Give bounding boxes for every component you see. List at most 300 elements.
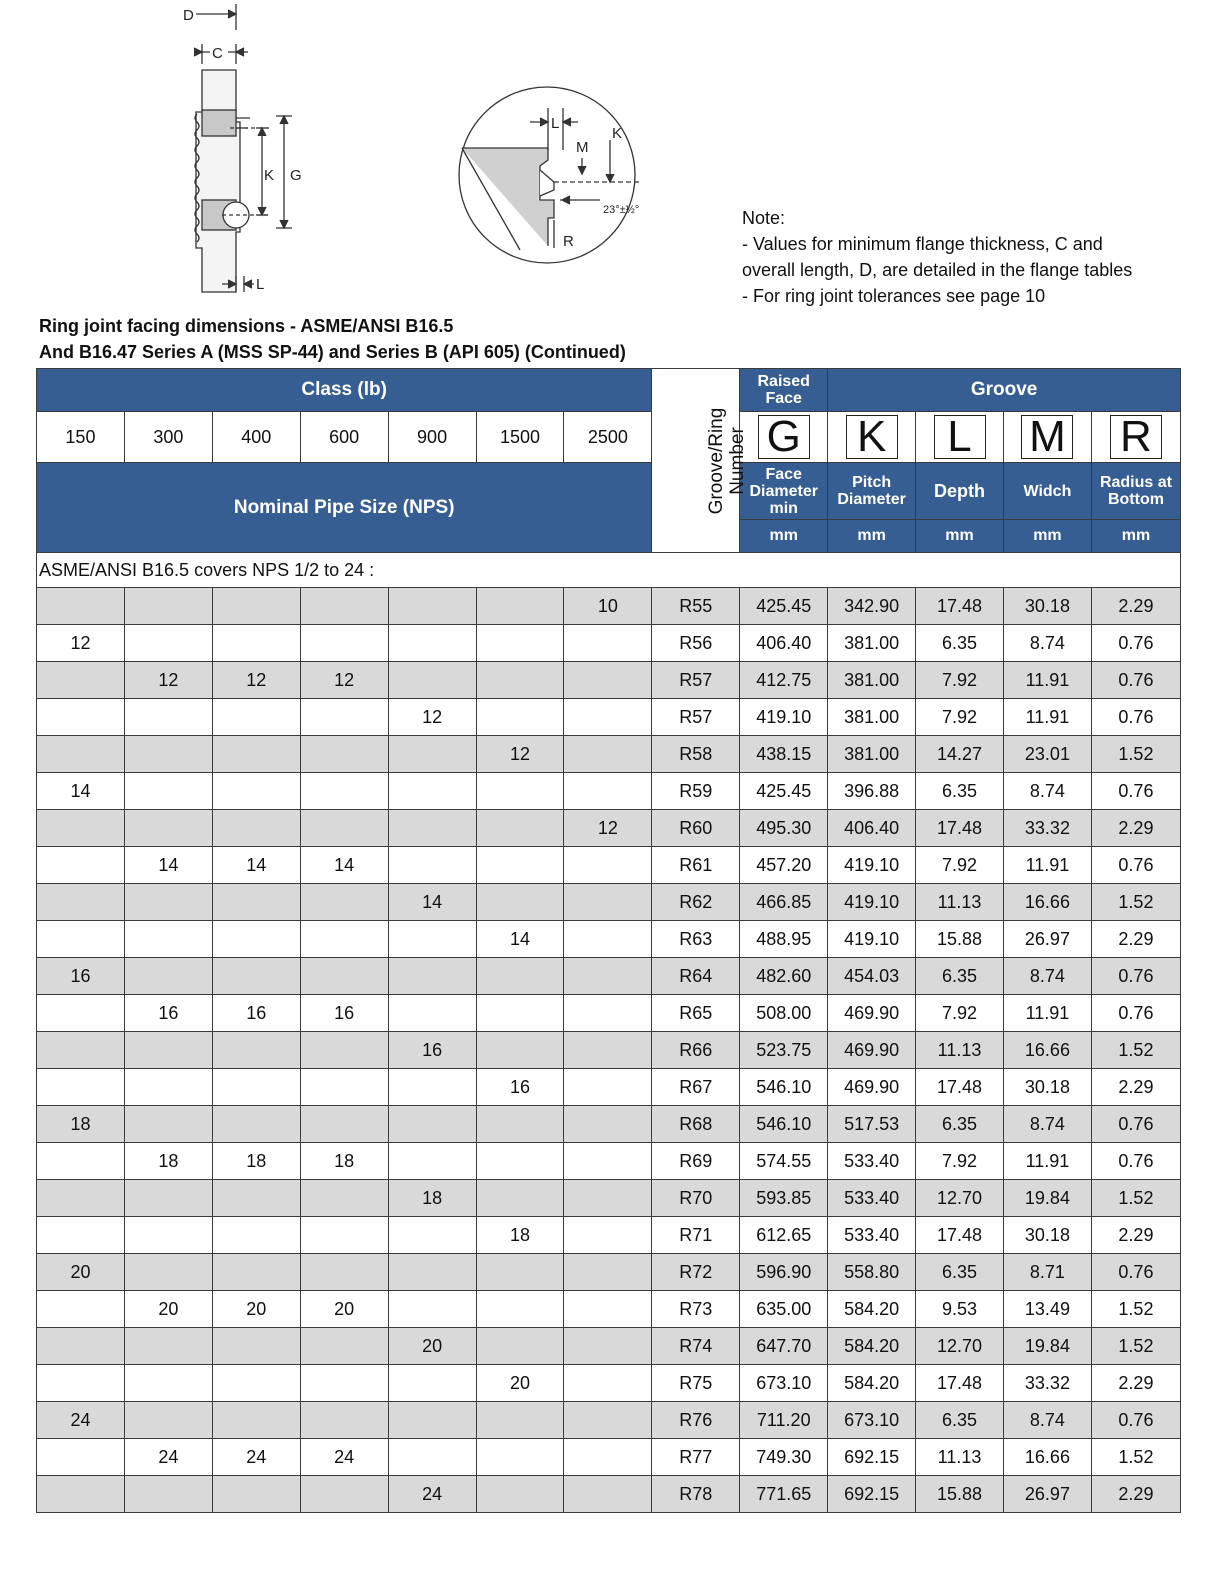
nps-cell: 20 [124, 1291, 212, 1328]
dimension-cell-r: 0.76 [1091, 773, 1180, 810]
nps-cell [388, 921, 476, 958]
dimension-cell-k: 342.90 [828, 588, 916, 625]
nps-cell: 12 [300, 662, 388, 699]
nps-cell [564, 1291, 652, 1328]
sub-header-face-diameter: Face Diameter min [740, 463, 828, 520]
dimension-cell-l: 17.48 [916, 1365, 1004, 1402]
ring-number-cell: R73 [652, 1291, 740, 1328]
ring-number-cell: R63 [652, 921, 740, 958]
table-row [37, 958, 1181, 995]
dimension-cell-k: 584.20 [828, 1291, 916, 1328]
ring-number-cell: R68 [652, 1106, 740, 1143]
nps-cell: 20 [37, 1254, 125, 1291]
nps-cell [476, 1143, 564, 1180]
nps-cell [388, 1106, 476, 1143]
nps-cell: 20 [388, 1328, 476, 1365]
nps-cell [37, 1217, 125, 1254]
dimension-cell-m: 19.84 [1003, 1180, 1091, 1217]
dim-label-d: D [183, 7, 194, 24]
dimension-cell-r: 0.76 [1091, 958, 1180, 995]
nps-cell [212, 588, 300, 625]
dimension-cell-g: 406.40 [740, 625, 828, 662]
dimension-cell-r: 1.52 [1091, 1032, 1180, 1069]
dimension-cell-k: 381.00 [828, 736, 916, 773]
nps-cell: 12 [124, 662, 212, 699]
detail-label-k: K [612, 125, 623, 142]
dimension-cell-l: 6.35 [916, 625, 1004, 662]
dimension-cell-k: 381.00 [828, 662, 916, 699]
dimension-cell-k: 419.10 [828, 847, 916, 884]
nps-cell [476, 1439, 564, 1476]
dimension-cell-m: 16.66 [1003, 884, 1091, 921]
ring-number-cell: R69 [652, 1143, 740, 1180]
caption-line-2: And B16.47 Series A (MSS SP-44) and Series B (API 605) (Continued) [39, 342, 626, 362]
nps-cell [124, 625, 212, 662]
ring-number-cell: R61 [652, 847, 740, 884]
nps-cell [300, 773, 388, 810]
nps-cell [124, 1328, 212, 1365]
nps-cell [300, 1217, 388, 1254]
nps-cell [564, 995, 652, 1032]
dimension-cell-r: 2.29 [1091, 921, 1180, 958]
dimension-cell-r: 0.76 [1091, 1106, 1180, 1143]
unit-g: mm [740, 520, 828, 553]
note [742, 205, 1132, 309]
nps-cell [37, 1365, 125, 1402]
nps-cell [476, 588, 564, 625]
nps-cell: 20 [300, 1291, 388, 1328]
nps-cell [37, 884, 125, 921]
nps-cell [124, 1217, 212, 1254]
nps-cell [300, 588, 388, 625]
nps-cell [212, 921, 300, 958]
dimension-cell-l: 7.92 [916, 662, 1004, 699]
nps-cell [300, 1402, 388, 1439]
nps-cell [300, 736, 388, 773]
nps-cell [300, 1365, 388, 1402]
nps-cell [388, 773, 476, 810]
nps-cell: 16 [124, 995, 212, 1032]
nps-cell [37, 662, 125, 699]
dimension-cell-k: 533.40 [828, 1180, 916, 1217]
dimension-cell-k: 469.90 [828, 1032, 916, 1069]
nps-cell [124, 1180, 212, 1217]
nps-cell [300, 958, 388, 995]
nps-cell [476, 1291, 564, 1328]
nps-cell [212, 736, 300, 773]
nps-cell [564, 958, 652, 995]
dimension-cell-l: 6.35 [916, 1254, 1004, 1291]
nps-cell [564, 884, 652, 921]
dimension-cell-g: 749.30 [740, 1439, 828, 1476]
dimension-cell-l: 7.92 [916, 699, 1004, 736]
dimension-cell-m: 11.91 [1003, 1143, 1091, 1180]
groove-number-header [652, 369, 749, 553]
dimension-cell-k: 517.53 [828, 1106, 916, 1143]
dimension-cell-r: 1.52 [1091, 1180, 1180, 1217]
dimension-cell-k: 692.15 [828, 1439, 916, 1476]
nps-cell: 24 [124, 1439, 212, 1476]
dimension-cell-r: 2.29 [1091, 810, 1180, 847]
nps-cell [476, 662, 564, 699]
nps-cell [300, 1328, 388, 1365]
table-row [37, 1291, 1181, 1328]
unit-k: mm [828, 520, 916, 553]
nps-cell [476, 699, 564, 736]
nps-cell [37, 1032, 125, 1069]
dimension-cell-g: 466.85 [740, 884, 828, 921]
nps-cell [124, 1365, 212, 1402]
nps-cell: 24 [388, 1476, 476, 1513]
ring-number-cell: R71 [652, 1217, 740, 1254]
nps-cell [564, 1143, 652, 1180]
dimension-cell-g: 635.00 [740, 1291, 828, 1328]
table-row [37, 662, 1181, 699]
nps-cell [212, 1069, 300, 1106]
nps-cell [300, 1254, 388, 1291]
nps-cell: 16 [388, 1032, 476, 1069]
ring-number-cell: R58 [652, 736, 740, 773]
detail-label-m: M [576, 139, 589, 156]
unit-m: mm [1003, 520, 1091, 553]
nps-cell [300, 1476, 388, 1513]
table-row [37, 1069, 1181, 1106]
nps-cell [124, 921, 212, 958]
table-row [37, 1476, 1181, 1513]
nps-cell [564, 1254, 652, 1291]
nps-cell [124, 699, 212, 736]
dimension-cell-l: 12.70 [916, 1180, 1004, 1217]
dimension-cell-m: 26.97 [1003, 921, 1091, 958]
dimension-cell-l: 6.35 [916, 1106, 1004, 1143]
detail-label-l: L [551, 115, 560, 132]
dimension-cell-r: 0.76 [1091, 625, 1180, 662]
dimension-cell-m: 33.32 [1003, 810, 1091, 847]
nps-cell [388, 1365, 476, 1402]
nps-cell [300, 1032, 388, 1069]
dimension-cell-l: 7.92 [916, 847, 1004, 884]
dimension-cell-g: 457.20 [740, 847, 828, 884]
sub-header-width: Widch [1003, 463, 1091, 520]
nps-cell: 18 [212, 1143, 300, 1180]
dimension-cell-r: 0.76 [1091, 1254, 1180, 1291]
dimension-cell-g: 647.70 [740, 1328, 828, 1365]
table-row [37, 588, 1181, 625]
dimension-cell-m: 23.01 [1003, 736, 1091, 773]
nps-cell [564, 773, 652, 810]
dimension-cell-g: 612.65 [740, 1217, 828, 1254]
nps-cell [388, 1143, 476, 1180]
nps-cell [388, 1069, 476, 1106]
dimension-cell-r: 2.29 [1091, 1476, 1180, 1513]
nps-cell: 16 [300, 995, 388, 1032]
dimension-cell-g: 425.45 [740, 773, 828, 810]
letter-k: K [828, 412, 916, 463]
class-150: 150 [37, 412, 125, 463]
nps-cell [212, 1032, 300, 1069]
nps-cell [564, 625, 652, 662]
nps-cell [564, 1476, 652, 1513]
nps-cell [37, 995, 125, 1032]
class-1500: 1500 [476, 412, 564, 463]
nps-cell [476, 995, 564, 1032]
ring-number-cell: R66 [652, 1032, 740, 1069]
nps-cell [212, 1180, 300, 1217]
dim-label-l: L [256, 276, 265, 293]
nps-cell [212, 958, 300, 995]
nps-cell [124, 1402, 212, 1439]
dimension-cell-k: 692.15 [828, 1476, 916, 1513]
nps-cell [300, 1180, 388, 1217]
nps-cell: 18 [37, 1106, 125, 1143]
nps-cell: 20 [212, 1291, 300, 1328]
dimension-cell-r: 0.76 [1091, 995, 1180, 1032]
nps-cell: 10 [564, 588, 652, 625]
dim-label-k: K [264, 167, 275, 184]
nps-cell [212, 1476, 300, 1513]
dimension-cell-g: 419.10 [740, 699, 828, 736]
nps-cell [124, 773, 212, 810]
dimension-cell-k: 406.40 [828, 810, 916, 847]
dimension-cell-l: 6.35 [916, 1402, 1004, 1439]
dimension-cell-g: 593.85 [740, 1180, 828, 1217]
nps-cell [476, 773, 564, 810]
dimension-cell-g: 596.90 [740, 1254, 828, 1291]
dimension-cell-g: 523.75 [740, 1032, 828, 1069]
table-row [37, 1032, 1181, 1069]
nps-cell [300, 625, 388, 662]
dimension-cell-k: 673.10 [828, 1402, 916, 1439]
nps-cell [124, 958, 212, 995]
dimension-cell-r: 2.29 [1091, 1365, 1180, 1402]
nps-cell [564, 1402, 652, 1439]
nps-cell [212, 1402, 300, 1439]
ring-number-cell: R60 [652, 810, 740, 847]
dimension-cell-k: 584.20 [828, 1365, 916, 1402]
nps-cell [37, 588, 125, 625]
dimension-cell-g: 546.10 [740, 1069, 828, 1106]
nps-cell [564, 1180, 652, 1217]
dimension-cell-g: 673.10 [740, 1365, 828, 1402]
table-row [37, 1143, 1181, 1180]
nps-cell [388, 1402, 476, 1439]
class-600: 600 [300, 412, 388, 463]
raised-face-header: Raised Face [740, 369, 828, 412]
unit-l: mm [916, 520, 1004, 553]
dimension-cell-g: 711.20 [740, 1402, 828, 1439]
ring-number-cell: R62 [652, 884, 740, 921]
nps-cell [388, 847, 476, 884]
sub-header-depth: Depth [916, 463, 1004, 520]
table-caption [39, 313, 626, 365]
nps-cell [476, 958, 564, 995]
nps-cell [476, 1180, 564, 1217]
nps-cell [388, 995, 476, 1032]
dimension-cell-g: 771.65 [740, 1476, 828, 1513]
dimension-cell-g: 508.00 [740, 995, 828, 1032]
dimension-cell-m: 11.91 [1003, 662, 1091, 699]
dimension-cell-m: 8.74 [1003, 625, 1091, 662]
note-title: Note: [742, 208, 786, 228]
nps-cell [212, 1328, 300, 1365]
nps-cell [564, 1106, 652, 1143]
dimension-cell-r: 2.29 [1091, 1069, 1180, 1106]
dimension-cell-r: 1.52 [1091, 884, 1180, 921]
nps-cell [124, 736, 212, 773]
nps-cell [124, 588, 212, 625]
table-row [37, 1106, 1181, 1143]
dimension-cell-r: 0.76 [1091, 847, 1180, 884]
dimension-cell-k: 533.40 [828, 1217, 916, 1254]
dimension-cell-m: 30.18 [1003, 1217, 1091, 1254]
nps-cell [476, 1254, 564, 1291]
nps-cell [388, 588, 476, 625]
nps-cell: 14 [212, 847, 300, 884]
table-row [37, 1365, 1181, 1402]
nps-cell [564, 699, 652, 736]
table-row [37, 847, 1181, 884]
dimension-cell-r: 1.52 [1091, 736, 1180, 773]
nps-cell: 14 [37, 773, 125, 810]
dimension-cell-l: 12.70 [916, 1328, 1004, 1365]
nps-cell: 18 [388, 1180, 476, 1217]
nps-header: Nominal Pipe Size (NPS) [37, 463, 652, 553]
dimension-cell-m: 16.66 [1003, 1439, 1091, 1476]
note-line: - For ring joint tolerances see page 10 [742, 286, 1046, 306]
nps-cell [37, 810, 125, 847]
dimension-cell-m: 8.74 [1003, 1402, 1091, 1439]
nps-cell [476, 1032, 564, 1069]
nps-cell: 12 [476, 736, 564, 773]
nps-cell [388, 1217, 476, 1254]
nps-cell [37, 1476, 125, 1513]
nps-cell [300, 1069, 388, 1106]
nps-cell: 24 [212, 1439, 300, 1476]
table-row [37, 1402, 1181, 1439]
nps-cell [300, 921, 388, 958]
nps-cell: 18 [124, 1143, 212, 1180]
nps-cell [37, 699, 125, 736]
dimension-cell-k: 469.90 [828, 995, 916, 1032]
table-row [37, 884, 1181, 921]
letter-m: M [1003, 412, 1091, 463]
dimension-cell-m: 30.18 [1003, 588, 1091, 625]
class-400: 400 [212, 412, 300, 463]
letter-l: L [916, 412, 1004, 463]
dimension-cell-l: 14.27 [916, 736, 1004, 773]
nps-cell: 14 [124, 847, 212, 884]
dimension-cell-g: 574.55 [740, 1143, 828, 1180]
nps-cell [564, 1365, 652, 1402]
dimension-cell-m: 19.84 [1003, 1328, 1091, 1365]
dimension-cell-k: 381.00 [828, 699, 916, 736]
detail-label-r: R [563, 233, 574, 250]
nps-cell [37, 1180, 125, 1217]
nps-cell [124, 1069, 212, 1106]
class-900: 900 [388, 412, 476, 463]
dimension-cell-k: 454.03 [828, 958, 916, 995]
nps-cell [564, 1328, 652, 1365]
nps-cell [564, 1439, 652, 1476]
dimension-cell-k: 558.80 [828, 1254, 916, 1291]
nps-cell [37, 1069, 125, 1106]
nps-cell [476, 1476, 564, 1513]
nps-cell [37, 1143, 125, 1180]
nps-cell [564, 1032, 652, 1069]
letter-g: G [740, 412, 828, 463]
table-row [37, 810, 1181, 847]
nps-cell [212, 810, 300, 847]
nps-cell [300, 1106, 388, 1143]
dimension-cell-g: 482.60 [740, 958, 828, 995]
nps-cell [124, 1476, 212, 1513]
dimension-cell-g: 425.45 [740, 588, 828, 625]
nps-cell [124, 810, 212, 847]
dimension-cell-l: 15.88 [916, 1476, 1004, 1513]
dimension-cell-l: 9.53 [916, 1291, 1004, 1328]
dimension-cell-r: 0.76 [1091, 1402, 1180, 1439]
sub-header-pitch-diameter: Pitch Diameter [828, 463, 916, 520]
dimension-cell-l: 17.48 [916, 588, 1004, 625]
nps-cell [476, 884, 564, 921]
dimension-cell-r: 1.52 [1091, 1439, 1180, 1476]
table-row [37, 921, 1181, 958]
dimension-cell-m: 8.74 [1003, 1106, 1091, 1143]
nps-cell: 20 [476, 1365, 564, 1402]
nps-cell: 16 [37, 958, 125, 995]
nps-cell: 14 [388, 884, 476, 921]
unit-r: mm [1091, 520, 1180, 553]
table-row [37, 699, 1181, 736]
nps-cell: 14 [476, 921, 564, 958]
dimension-cell-m: 8.74 [1003, 958, 1091, 995]
nps-cell: 16 [476, 1069, 564, 1106]
dimension-cell-r: 0.76 [1091, 699, 1180, 736]
class-2500: 2500 [564, 412, 652, 463]
dimension-cell-r: 1.52 [1091, 1328, 1180, 1365]
nps-cell [37, 736, 125, 773]
nps-cell: 24 [37, 1402, 125, 1439]
nps-cell: 12 [37, 625, 125, 662]
dimension-cell-l: 17.48 [916, 1069, 1004, 1106]
ring-number-cell: R64 [652, 958, 740, 995]
dimension-cell-l: 7.92 [916, 1143, 1004, 1180]
dimension-cell-m: 11.91 [1003, 699, 1091, 736]
nps-cell: 18 [476, 1217, 564, 1254]
ring-number-cell: R74 [652, 1328, 740, 1365]
nps-cell [388, 1291, 476, 1328]
caption-line-1: Ring joint facing dimensions - ASME/ANSI B16.5 [39, 316, 454, 336]
nps-cell [37, 921, 125, 958]
ring-number-cell: R78 [652, 1476, 740, 1513]
dimension-cell-k: 469.90 [828, 1069, 916, 1106]
dimension-cell-r: 2.29 [1091, 588, 1180, 625]
class-300: 300 [124, 412, 212, 463]
dimension-cell-l: 11.13 [916, 1032, 1004, 1069]
dimension-cell-m: 13.49 [1003, 1291, 1091, 1328]
nps-cell [564, 736, 652, 773]
nps-cell [212, 1106, 300, 1143]
ring-number-cell: R70 [652, 1180, 740, 1217]
ring-number-cell: R75 [652, 1365, 740, 1402]
nps-cell [476, 625, 564, 662]
dimension-cell-l: 17.48 [916, 810, 1004, 847]
ring-number-cell: R67 [652, 1069, 740, 1106]
nps-cell [388, 958, 476, 995]
nps-cell: 12 [388, 699, 476, 736]
ring-number-cell: R56 [652, 625, 740, 662]
table-row [37, 1439, 1181, 1476]
